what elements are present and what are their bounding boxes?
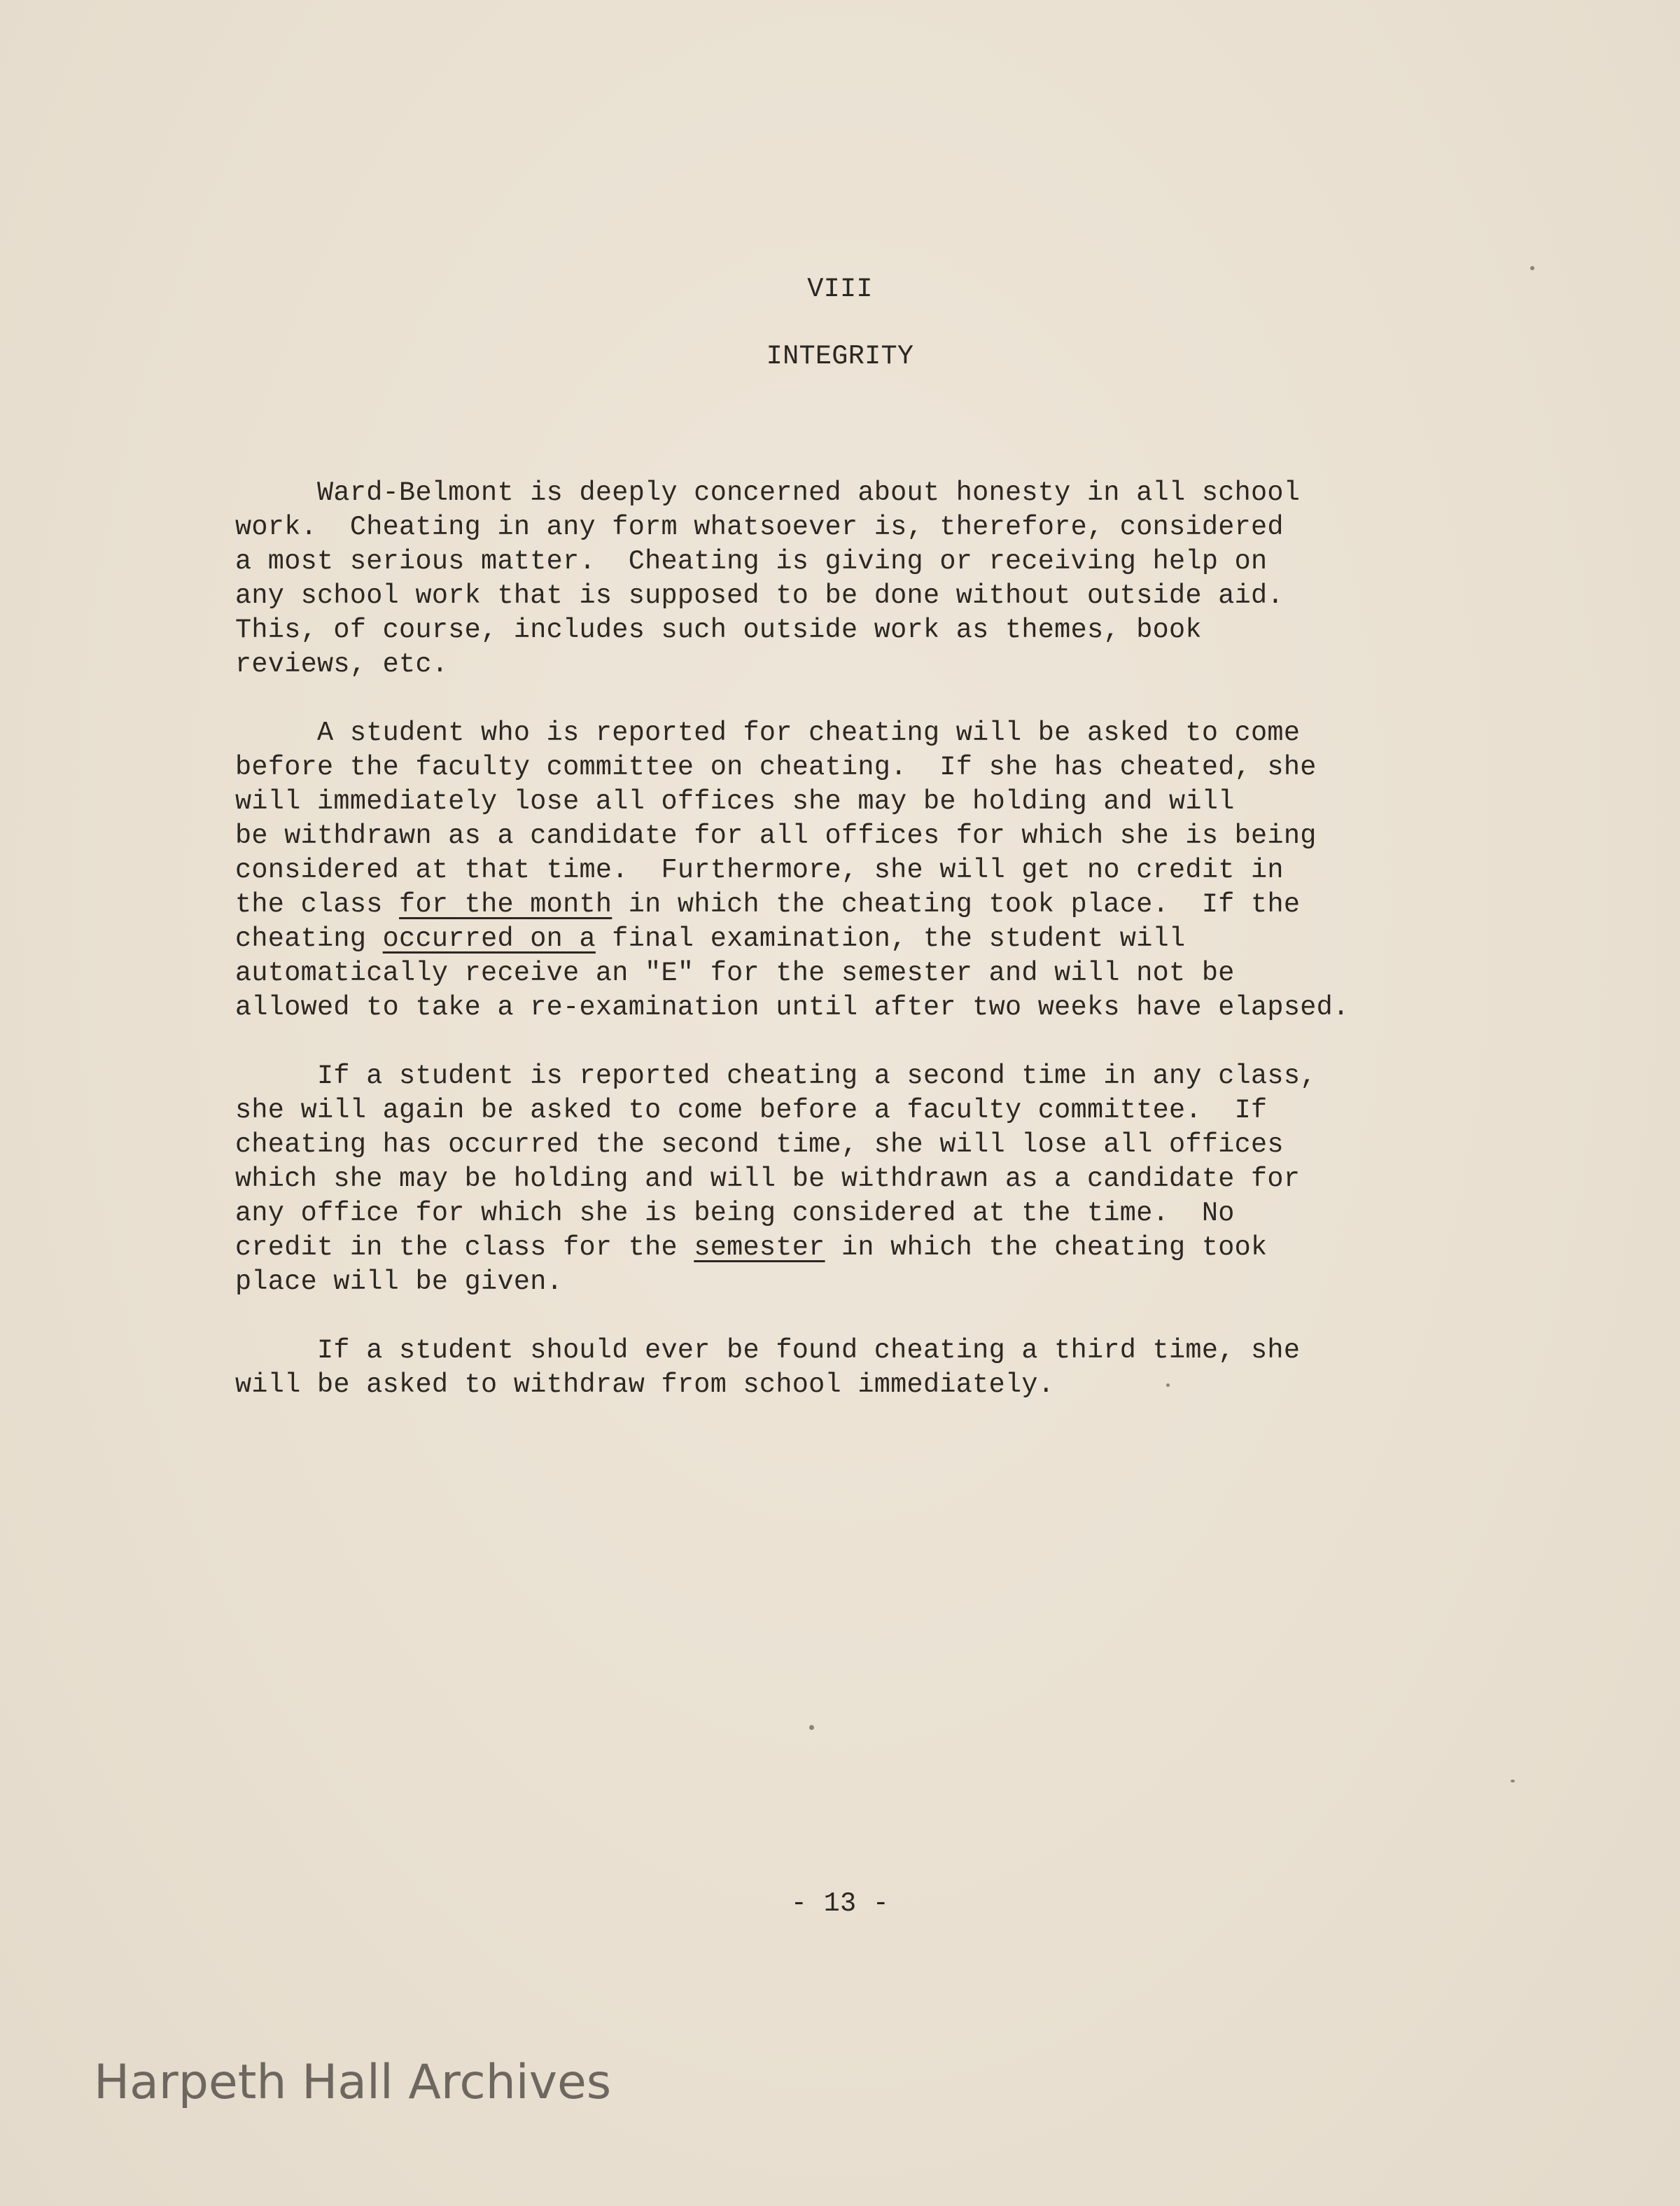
text-segment: in which the cheating took — [825, 1232, 1268, 1263]
text-line: considered at that time. Furthermore, she will get no credit in — [235, 855, 1284, 886]
text-line: allowed to take a re-examination until after two weeks have elapsed. — [235, 992, 1350, 1023]
paragraph-first-offense — [235, 716, 1376, 1025]
text-line: before the faculty committee on cheating. If she has cheated, she — [235, 752, 1317, 783]
text-line: any office for which she is being considered at the time. No — [235, 1198, 1235, 1229]
text-line-underlined — [235, 1231, 1376, 1265]
body-text — [235, 476, 1376, 1437]
text-segment: in which the cheating took place. If the — [612, 889, 1301, 920]
text-line: she will again be asked to come before a faculty committee. If — [235, 1095, 1268, 1126]
text-line-underlined — [235, 888, 1376, 922]
text-line: Ward-Belmont is deeply concerned about honesty in all school — [235, 477, 1301, 508]
archive-watermark: Harpeth Hall Archives — [94, 2055, 612, 2110]
paragraph-honesty — [235, 476, 1376, 682]
text-line: which she may be holding and will be withdrawn as a candidate for — [235, 1164, 1301, 1194]
text-line: If a student should ever be found cheating a third time, she — [235, 1335, 1301, 1366]
text-line: will immediately lose all offices she may be holding and will — [235, 786, 1235, 817]
paper-speck — [809, 1725, 814, 1730]
text-line: cheating has occurred the second time, she will lose all offices — [235, 1129, 1284, 1160]
text-line: will be asked to withdraw from school immediately. — [235, 1369, 1055, 1400]
paper-speck — [1511, 1780, 1515, 1782]
text-line: any school work that is supposed to be done without outside aid. — [235, 580, 1284, 611]
page-number: - 13 - — [790, 1888, 890, 1919]
text-line: This, of course, includes such outside work as themes, book — [235, 615, 1202, 645]
chapter-number: VIII — [807, 274, 873, 305]
underlined-phrase: semester — [694, 1232, 825, 1263]
text-segment: final examination, the student will — [595, 923, 1186, 954]
text-line: place will be given. — [235, 1266, 564, 1297]
paragraph-second-offense — [235, 1059, 1376, 1299]
text-line: reviews, etc. — [235, 649, 449, 680]
text-line: be withdrawn as a candidate for all offices for which she is being — [235, 821, 1317, 851]
text-line: automatically receive an "E" for the semester and will not be — [235, 958, 1235, 989]
text-line: a most serious matter. Cheating is giving or receiving help on — [235, 546, 1268, 577]
text-line: A student who is reported for cheating will be asked to come — [235, 718, 1301, 748]
underlined-phrase: for the month — [399, 889, 612, 920]
underlined-phrase: occurred on a — [382, 923, 596, 954]
text-line: work. Cheating in any form whatsoever is, therefore, considered — [235, 512, 1284, 543]
chapter-title: INTEGRITY — [766, 341, 914, 372]
text-segment: cheating — [235, 923, 383, 954]
paragraph-third-offense — [235, 1334, 1376, 1402]
paper-speck — [1530, 266, 1534, 270]
text-segment: credit in the class for the — [235, 1232, 694, 1263]
text-line-underlined — [235, 922, 1376, 956]
text-line: If a student is reported cheating a second time in any class, — [235, 1061, 1317, 1091]
text-segment: the class — [235, 889, 400, 920]
